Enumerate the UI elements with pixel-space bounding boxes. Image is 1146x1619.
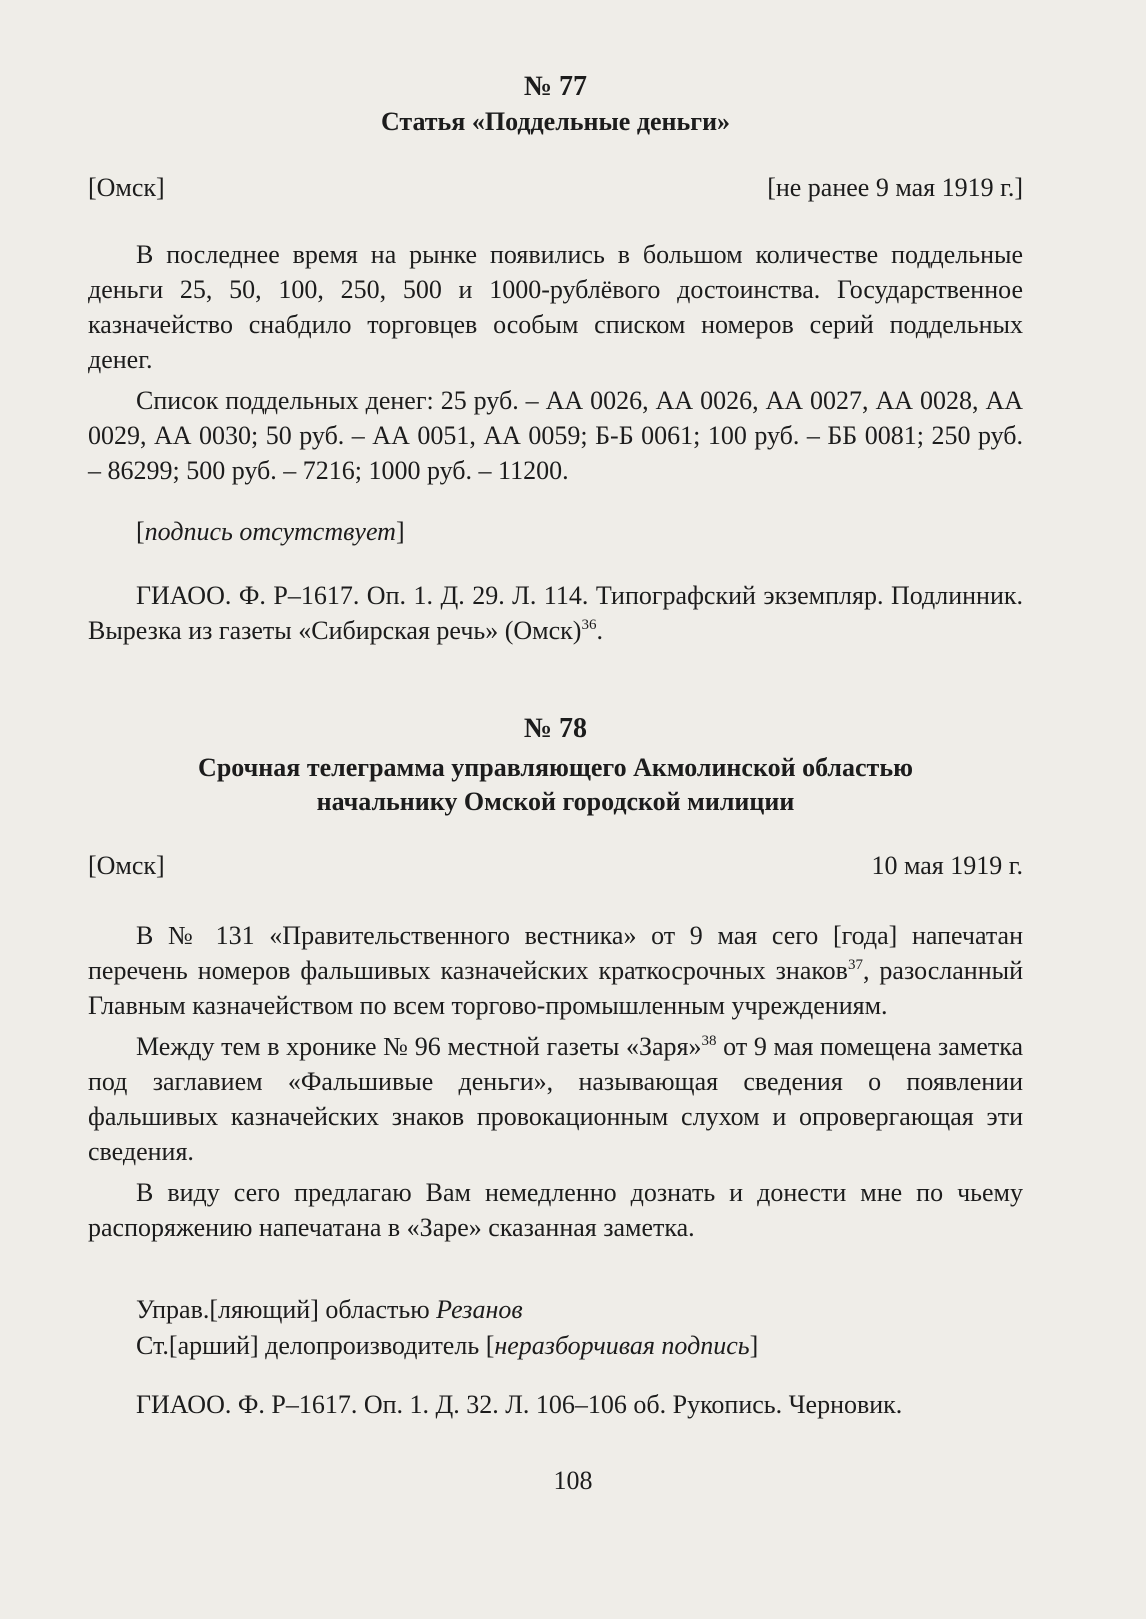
doc77-paragraph-2: Список поддельных денег: 25 руб. – АА 0026, АА 0026, АА 0027, АА 0028, АА 0029, АА 0030; 50 руб. – АА 0051, АА 0059; Б-Б 0061; 100 руб. – ББ 0081; 250 руб. – 86299; 500 руб. – 7216; 1000 руб. – 11200. xyxy=(88,386,1023,485)
doc77-signature: [подпись отсутствует] xyxy=(136,517,405,546)
doc77-place: [Омск] xyxy=(88,173,165,202)
doc77-paragraph-1: В последнее время на рынке появились в большом количестве поддельные деньги 25, 50, 100, 250, 500 и 1000-рублёвого достоинства. Государственное казначейство снабдило торговцев особым списком номеров серий поддельных денег. xyxy=(88,240,1023,374)
doc78-place: [Омск] xyxy=(88,851,165,880)
doc78-signature-2: Ст.[арший] делопроизводитель [неразборчивая подпись] xyxy=(136,1331,759,1360)
doc78-meta xyxy=(88,850,1023,882)
doc78-source: ГИАОО. Ф. Р–1617. Оп. 1. Д. 32. Л. 106–106 об. Рукопись. Черновик. xyxy=(136,1390,903,1419)
doc77-body xyxy=(88,237,1023,488)
doc78-body xyxy=(88,918,1023,1245)
footnote-ref-36: 36 xyxy=(581,617,597,633)
doc77-meta xyxy=(88,172,1023,204)
page-number: 108 xyxy=(553,1466,593,1495)
footnote-ref-37: 37 xyxy=(847,957,863,973)
doc77-source-text: ГИАОО. Ф. Р–1617. Оп. 1. Д. 29. Л. 114. Типографский экземпляр. Подлинник. Вырезка из газеты «Сибирская речь» (Омск) xyxy=(88,581,1023,645)
doc78-paragraph-2: Между тем в хронике № 96 местной газеты «Заря»$^{38}$ от 9 мая помещена заметка под заглавием «Фальшивые деньги», называющая сведения о появлении фальшивых казначейских знаков провокационным слухом и опровергающая эти сведения. xyxy=(88,1032,1023,1166)
doc77-number: № 77 xyxy=(523,71,588,102)
doc77-source: ГИАОО. Ф. Р–1617. Оп. 1. Д. 29. Л. 114. Типографский экземпляр. Подлинник. Вырезка из газеты «Сибирская речь» (Омск)$^{36}$. xyxy=(88,581,1023,645)
doc78-signatures xyxy=(88,1292,1071,1364)
doc78-signature-1: Управ.[ляющий] областью Резанов xyxy=(136,1295,523,1324)
doc77-title: Статья «Поддельные деньги» xyxy=(380,107,731,136)
doc78-signer-name: Резанов xyxy=(436,1295,523,1324)
doc77-signature-text: подпись отсутствует xyxy=(144,517,396,546)
doc78-paragraph-3: В виду сего предлагаю Вам немедленно дознать и донести мне по чьему распоряжению напечатана в «Заре» сказанная заметка. xyxy=(88,1178,1023,1242)
doc77-date: [не ранее 9 мая 1919 г.] xyxy=(767,173,1023,202)
doc78-title-line1: Срочная телеграмма управляющего Акмолинской областью xyxy=(198,753,913,782)
doc78-title-line2: начальнику Омской городской милиции xyxy=(316,787,795,816)
doc78-paragraph-1: В № 131 «Правительственного вестника» от 9 мая сего [года] напечатан перечень номеров фальшивых казначейских краткосрочных знаков$^{37}$, разосланный Главным казначейством по всем торгово-промышленным учреждениям. xyxy=(88,921,1023,1020)
doc78-number: № 78 xyxy=(523,713,588,744)
doc78-date: 10 мая 1919 г. xyxy=(871,851,1023,880)
footnote-ref-38: 38 xyxy=(701,1033,717,1049)
